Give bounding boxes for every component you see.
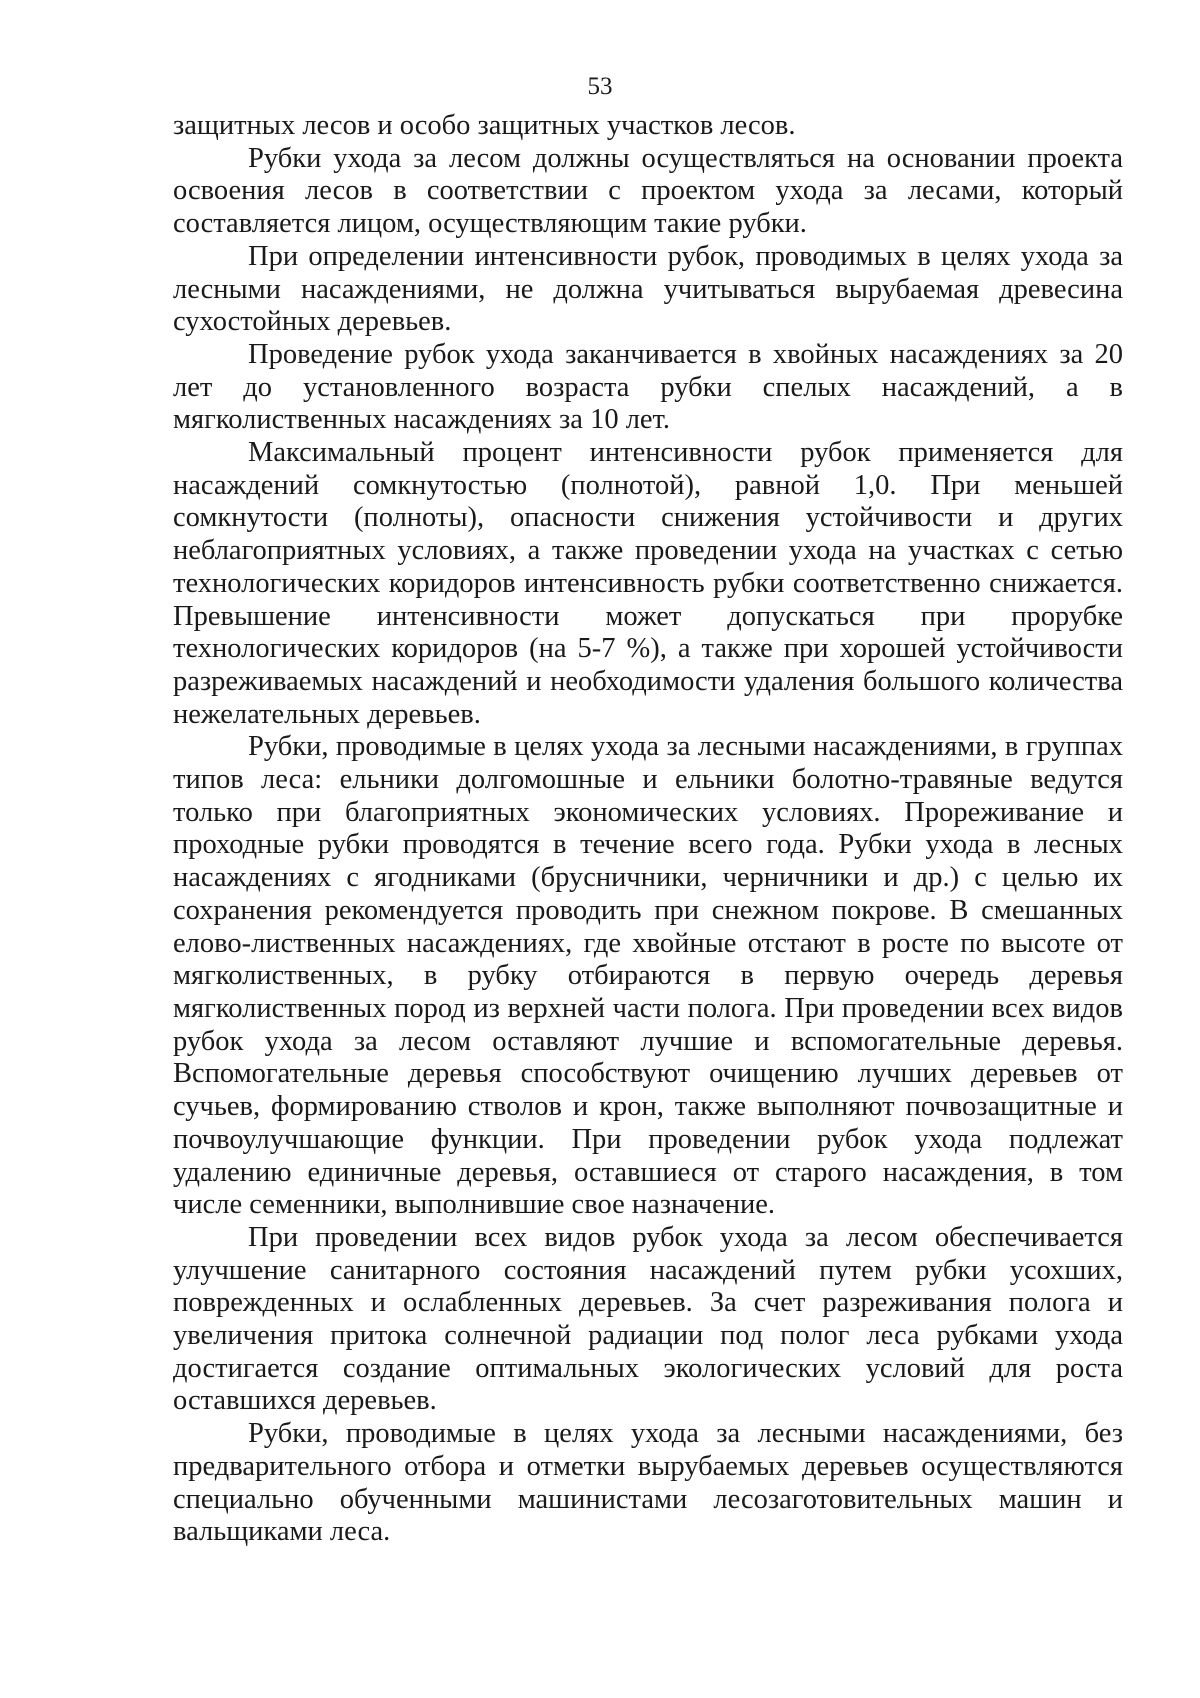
paragraph: При проведении всех видов рубок ухода за лесом обеспечивается улучшение санитарного состояния насаждений путем рубки усохших, поврежденных и ослабленных деревьев. За счет разреживания полога и увеличения притока солнечной радиации под полог леса рубками ухода достигается создание оптимальных экологических условий для роста оставшихся деревьев. xyxy=(173,1221,1123,1417)
paragraph: Рубки, проводимые в целях ухода за лесными насаждениями, без предварительного отбора и отметки вырубаемых деревьев осуществляются специально обученными машинистами лесозаготовительных машин и вальщиками леса. xyxy=(173,1418,1123,1548)
paragraph: Проведение рубок ухода заканчивается в хвойных насаждениях за 20 лет до установленного возраста рубки спелых насаждений, а в мягколиственных насаждениях за 10 лет. xyxy=(173,338,1123,436)
paragraph-continuation: защитных лесов и особо защитных участков лесов. xyxy=(173,110,796,141)
paragraph: При определении интенсивности рубок, проводимых в целях ухода за лесными насаждениями, не должна учитываться вырубаемая древесина сухостойных деревьев. xyxy=(173,240,1123,338)
paragraph: Рубки, проводимые в целях ухода за лесными насаждениями, в группах типов леса: ельники долгомошные и ельники болотно-травяные ведутся только при благоприятных экономических условиях. Прореживание и проходные рубки проводятся в течение всего года. Рубки ухода в лесных насаждениях с ягодниками (брусничники, черничники и др.) с целью их сохранения рекомендуется проводить при снежном покрове. В смешанных елово-лиственных насаждениях, где хвойные отстают в росте по высоте от мягколиственных, в рубку отбираются в первую очередь деревья мягколиственных пород из верхней части полога. При проведении всех видов рубок ухода за лесом оставляют лучшие и вспомогательные деревья. Вспомогательные деревья способствуют очищению лучших деревьев от сучьев, формированию стволов и крон, также выполняют почвозащитные и почвоулучшающие функции. При проведении рубок ухода подлежат удалению единичные деревья, оставшиеся от старого насаждения, в том числе семенники, выполнившие свое назначение. xyxy=(173,731,1123,1221)
paragraph: Рубки ухода за лесом должны осуществляться на основании проекта освоения лесов в соответствии с проектом ухода за лесами, который составляется лицом, осуществляющим такие рубки. xyxy=(173,142,1123,240)
page-number: 53 xyxy=(587,73,613,100)
document-body xyxy=(173,110,1123,1549)
paragraph: Максимальный процент интенсивности рубок применяется для насаждений сомкнутостью (полнотой), равной 1,0. При меньшей сомкнутости (полноты), опасности снижения устойчивости и других неблагоприятных условиях, а также проведении ухода на участках с сетью технологических коридоров интенсивность рубки соответственно снижается. Превышение интенсивности может допускаться при прорубке технологических коридоров (на 5-7 %), а также при хорошей устойчивости разреживаемых насаждений и необходимости удаления большого количества нежелательных деревьев. xyxy=(173,437,1123,730)
